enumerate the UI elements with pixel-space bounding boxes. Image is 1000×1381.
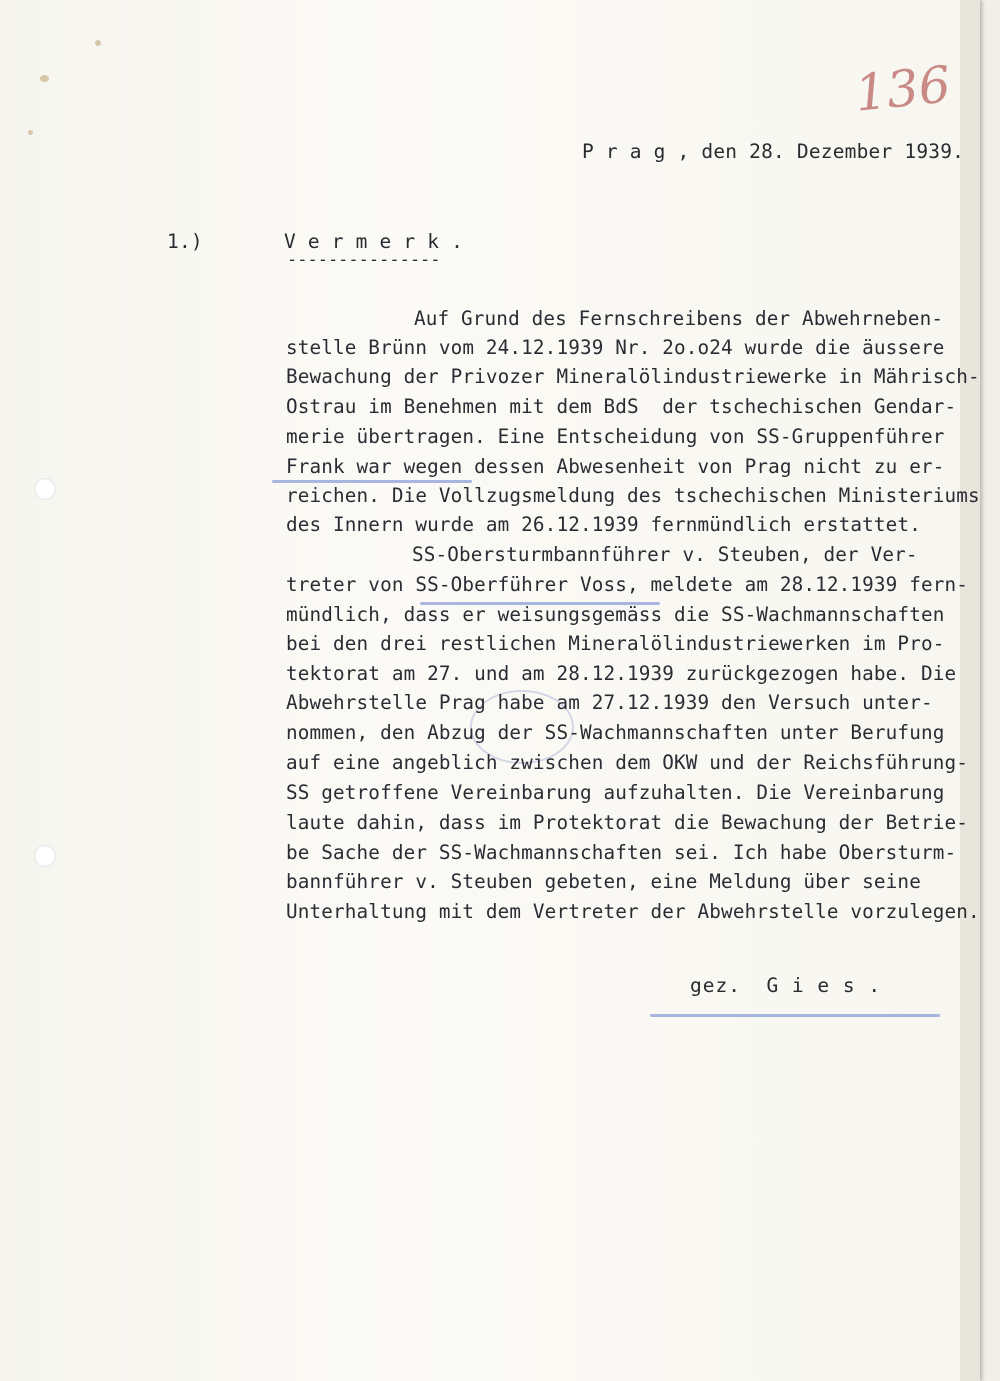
- punch-hole: [34, 478, 56, 500]
- heading-underline: ---------------: [287, 250, 441, 270]
- body-line: bannführer v. Steuben gebeten, eine Meldung über seine: [286, 870, 921, 893]
- body-line: auf eine angeblich zwischen dem OKW und der Reichsführung-: [286, 751, 968, 774]
- body-line: Frank war wegen dessen Abwesenheit von Prag nicht zu er-: [286, 455, 945, 478]
- pencil-underline: [272, 480, 472, 483]
- section-number: 1.): [167, 230, 203, 253]
- body-line: merie übertragen. Eine Entscheidung von SS-Gruppenführer: [286, 425, 945, 448]
- body-line: SS-Obersturmbannführer v. Steuben, der Ver-: [412, 543, 918, 566]
- body-line: Ostrau im Benehmen mit dem BdS der tschechischen Gendar-: [286, 395, 957, 418]
- folio-number: 136: [852, 55, 954, 123]
- body-line: mündlich, dass er weisungsgemäss die SS-Wachmannschaften: [286, 603, 945, 626]
- signature: gez. G i e s .: [690, 974, 882, 997]
- pencil-underline: [650, 1014, 940, 1017]
- body-line: tektorat am 27. und am 28.12.1939 zurückgezogen habe. Die: [286, 662, 957, 685]
- body-line: laute dahin, dass im Protektorat die Bewachung der Betrie-: [286, 811, 968, 834]
- body-line: Abwehrstelle Prag habe am 27.12.1939 den Versuch unter-: [286, 691, 933, 714]
- body-line: reichen. Die Vollzugsmeldung des tschechischen Ministeriums: [286, 484, 980, 507]
- paper-spot: [95, 40, 101, 46]
- paper-spot: [40, 75, 49, 82]
- punch-hole: [34, 845, 56, 867]
- heading: V e r m e r k .: [284, 230, 464, 253]
- body-line: treter von SS-Oberführer Voss, meldete am 28.12.1939 fern-: [286, 573, 968, 596]
- body-line: Unterhaltung mit dem Vertreter der Abwehrstelle vorzulegen.: [286, 900, 980, 923]
- body-line: des Innern wurde am 26.12.1939 fernmündlich erstattet.: [286, 513, 921, 536]
- date-line: P r a g , den 28. Dezember 1939.: [582, 140, 965, 163]
- paper-spot: [28, 130, 33, 135]
- body-line: bei den drei restlichen Mineralölindustriewerken im Pro-: [286, 632, 945, 655]
- body-line: be Sache der SS-Wachmannschaften sei. Ich habe Obersturm-: [286, 841, 957, 864]
- body-line: stelle Brünn vom 24.12.1939 Nr. 2o.o24 wurde die äussere: [286, 336, 945, 359]
- body-line: nommen, den Abzug der SS-Wachmannschaften unter Berufung: [286, 721, 945, 744]
- page-edge: [960, 0, 980, 1381]
- body-line: Auf Grund des Fernschreibens der Abwehrneben-: [414, 307, 944, 330]
- body-line: Bewachung der Privozer Mineralölindustriewerke in Mährisch-: [286, 365, 980, 388]
- body-line: SS getroffene Vereinbarung aufzuhalten. Die Vereinbarung: [286, 781, 945, 804]
